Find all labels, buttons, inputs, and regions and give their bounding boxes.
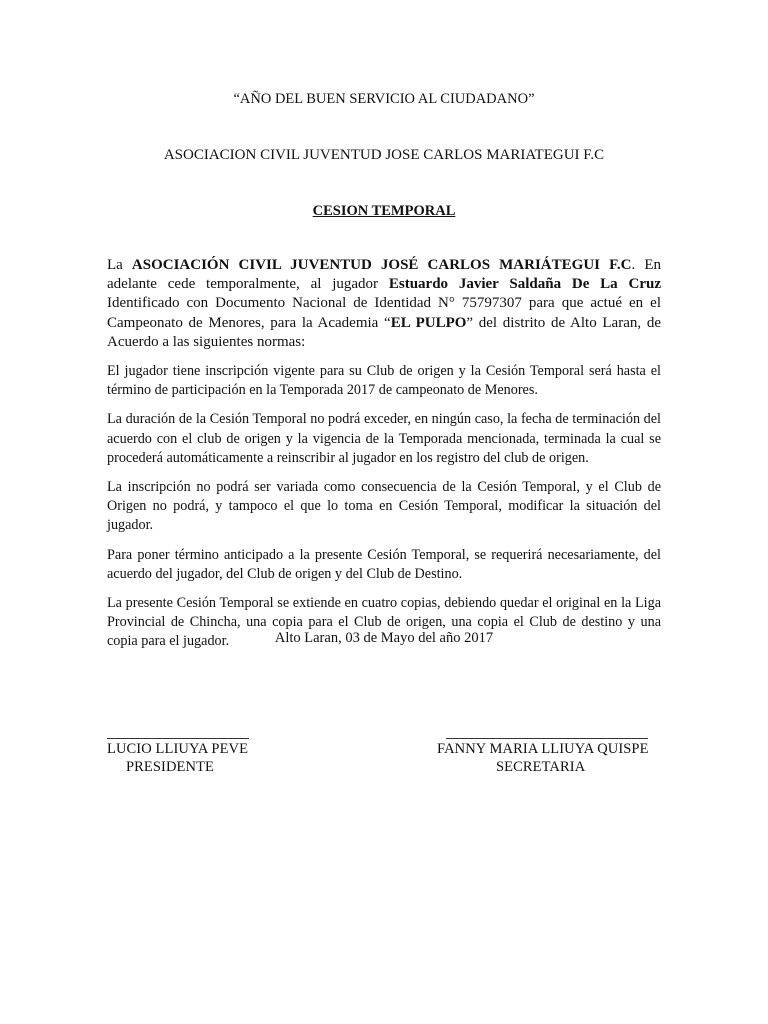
intro-text-2: . En adelante cede temporalmente, al jugador [107,257,661,293]
signer-role-right: SECRETARIA [496,759,586,775]
signature-line-left [107,738,249,739]
intro-text-3: Identificado con Documento Nacional de Identidad N° 75797307 para que actué en el Campeonato de Menores, para la Academia “ [107,295,661,331]
date-line: Alto Laran, 03 de Mayo del año 2017 [274,630,494,646]
rule-paragraph-2: La duración de la Cesión Temporal no podrá exceder, en ningún caso, la fecha de terminación del acuerdo con el club de origen y la vigencia de la Temporada mencionada, terminada la cual se procederá automáticamente a reinscribir al jugador en los registro del club de origen. [107,411,661,466]
rule-paragraph-5: La presente Cesión Temporal se extiende en cuatro copias, debiendo quedar el original en la Liga Provincial de Chincha, una copia para el Club de origen, una copia el Club de destino y una copia para el jugador. [107,595,661,650]
signer-role-left: PRESIDENTE [126,759,214,775]
signer-name-left: LUCIO LLIUYA PEVE [107,741,249,757]
rule-paragraph-4: Para poner término anticipado a la presente Cesión Temporal, se requerirá necesariamente, del acuerdo del jugador, del Club de origen y del Club de Destino. [107,546,661,582]
intro-text-1: La [107,257,132,273]
document-title: CESION TEMPORAL [312,203,456,219]
intro-text-4: ” del distrito de Alto Laran, de Acuerdo a las siguientes normas: [107,314,661,350]
rule-paragraph-1: El jugador tiene inscripción vigente para su Club de origen y la Cesión Temporal será hasta el término de participación en la Temporada 2017 de campeonato de Menores. [107,363,661,399]
association-name-bold: ASOCIACIÓN CIVIL JUVENTUD JOSÉ CARLOS MARIÁTEGUI F.C [131,257,632,273]
intro-paragraph [107,256,661,352]
document-motto: “AÑO DEL BUEN SERVICIO AL CIUDADANO” [233,91,535,107]
signer-name-right: FANNY MARIA LLIUYA QUISPE [437,741,649,757]
document-body [107,256,661,662]
player-name-bold: Estuardo Javier Saldaña De La Cruz [388,276,661,293]
signature-line-right [446,738,648,739]
academy-name-bold: EL PULPO [390,314,467,331]
association-header: ASOCIACION CIVIL JUVENTUD JOSE CARLOS MARIATEGUI F.C [163,147,605,163]
rule-paragraph-3: La inscripción no podrá ser variada como consecuencia de la Cesión Temporal, y el Club de Origen no podrá, y tampoco el que lo toma en Cesión Temporal, modificar la situación del jugador. [107,479,661,534]
